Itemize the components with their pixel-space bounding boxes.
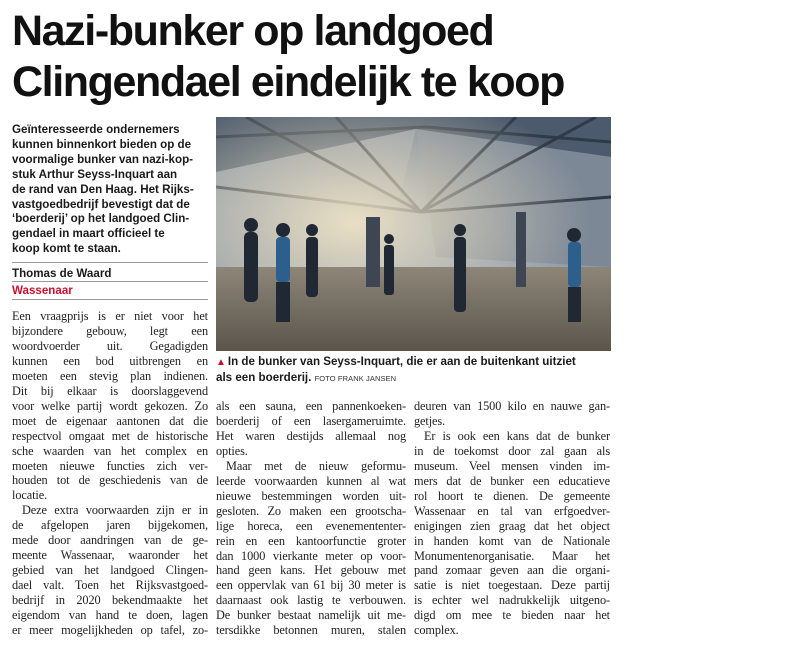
body-line: eigendom van hand te doen, lagen: [12, 608, 208, 623]
body-line: gesloten. Zo maken een grootscha-: [216, 503, 406, 518]
body-line: Wassenaar en tal van erfgoedver-: [414, 503, 610, 518]
caption-triangle-icon: ▲: [216, 357, 226, 368]
body-line: in handen komt van de Nationale: [414, 533, 610, 548]
body-line: leerde voorwaarden kunnen al wat: [216, 473, 406, 488]
byline-divider-bottom: [12, 299, 208, 300]
body-line: rol hoort te dienen. De gemeente: [414, 488, 610, 503]
photo-bunker-interior-icon: [216, 117, 611, 351]
body-line: houden tot de geschiedenis van de: [12, 473, 208, 488]
body-line: de afgelopen jaren bijgekomen,: [12, 518, 208, 533]
body-line: lige horeca, een evenemententer-: [216, 518, 406, 533]
body-line: mede door aandringen van de ge-: [12, 533, 208, 548]
headline: [12, 6, 787, 108]
lead-line: voormalige bunker van nazi-kop-: [12, 152, 194, 166]
body-line: als een sauna, een pannenkoeken-: [216, 399, 406, 413]
body-line: nieuwe bestemmingen worden uit-: [216, 488, 406, 503]
lead-line: ‘boerderij’ op het landgoed Clin-: [12, 212, 190, 226]
body-line: digd om mee te bieden naar het: [414, 608, 610, 623]
body-line: meente Wassenaar, waaronder het: [12, 548, 208, 563]
caption-line-2: als een boerderij.: [216, 370, 312, 384]
body-line: deuren van 1500 kilo en nauwe gan-: [414, 399, 610, 413]
body-line: is echter wel nadrukkelijk uitgeno-: [414, 593, 610, 608]
body-line: voor welke partij wordt gekozen. Zo: [12, 398, 208, 413]
body-line: gebied van het landgoed Clingen-: [12, 563, 208, 578]
body-line: sche waarden van het complex en: [12, 443, 208, 458]
photo-credit: FOTO FRANK JANSEN: [314, 373, 397, 383]
caption-line-1: In de bunker van Seyss-Inquart, die er aan de buitenkant uitziet: [227, 355, 576, 368]
body-line: rein en een kantoorfunctie groter: [216, 533, 406, 548]
body-line: in de toekomst door zal gaan als: [414, 443, 610, 458]
lead-line: stuk Arthur Seyss-Inquart aan: [12, 167, 178, 181]
body-line: Er is ook een kans dat de bunker: [424, 428, 610, 443]
body-line: tersdikke betonnen muren, stalen: [216, 623, 406, 638]
lead-line: koop komt te staan.: [12, 242, 121, 256]
byline-divider-top: [12, 262, 208, 263]
body-line: Het waren destijds allemaal nog: [216, 428, 406, 443]
body-column-1: [12, 309, 208, 638]
body-line: bijzondere gebouw, legt een: [12, 323, 208, 338]
body-line: Monumentenorganisatie. Maar het: [414, 548, 610, 563]
photo-caption: [216, 355, 611, 386]
lead-line: Geïnteresseerde ondernemers: [12, 123, 180, 136]
lead-line: de rand van Den Haag. Het Rijks-: [12, 182, 194, 196]
body-line: De bunker bestaat namelijk uit me-: [216, 608, 406, 623]
lead-line: kunnen binnenkort bieden op de: [12, 137, 192, 151]
body-line: enigingen zien graag dat het object: [414, 518, 610, 533]
body-line: Maar met de nieuw geformu-: [226, 458, 406, 473]
body-column-2: [216, 399, 406, 638]
lead-paragraph: [12, 123, 208, 257]
lead-line: vastgoedbedrijf bevestigt dat de: [12, 197, 190, 211]
body-line: dael valt. Toen het Rijksvastgoed-: [12, 578, 208, 593]
body-line: respectvol omgaat met de historische: [12, 428, 208, 443]
byline-author: Thomas de Waard: [12, 267, 112, 280]
body-line: Een vraagprijs is er niet voor het: [12, 309, 208, 323]
headline-line-1: Nazi-bunker op landgoed: [12, 7, 494, 55]
body-line: moet de eigenaar aantonen dat die: [12, 413, 208, 428]
body-line: bedrijf in 2020 bekendmaakte het: [12, 593, 208, 608]
body-line: moeten nieuwe functies zich ver-: [12, 458, 208, 473]
body-line: daarnaast ook lastig te verbouwen.: [216, 593, 406, 608]
bunker-interior-photo: [216, 117, 611, 351]
body-line: locatie.: [12, 488, 48, 503]
body-line: satie is niet toegestaan. Deze partij: [414, 578, 610, 593]
headline-line-2: Clingendael eindelijk te koop: [12, 58, 564, 106]
body-line: kunnen een bod uitbrengen en: [12, 353, 208, 368]
body-line: Deze extra voorwaarden zijn er in: [22, 503, 208, 518]
body-line: complex.: [414, 623, 459, 638]
body-line: getjes.: [414, 413, 446, 428]
body-line: hand geen kans. Het gebouw met: [216, 563, 406, 578]
body-line: Dit bij elkaar is doorslaggevend: [12, 383, 208, 398]
body-line: mers dat de bunker een educatieve: [414, 473, 610, 488]
byline-divider-middle: [12, 281, 208, 282]
body-line: dan 1000 vierkante meter op voor-: [216, 548, 406, 563]
body-line: er meer mogelijkheden op tafel, zo-: [12, 623, 208, 638]
lead-line: gendael in maart officieel te: [12, 227, 165, 241]
body-line: opties.: [216, 443, 248, 458]
body-line: museum. Veel mensen vinden im-: [414, 458, 610, 473]
body-line: moeten een stevig plan indienen.: [12, 368, 208, 383]
body-line: boerderij of een lasergameruimte.: [216, 413, 406, 428]
body-column-3: [414, 399, 610, 638]
body-line: pand zomaar geven aan die organi-: [414, 563, 610, 578]
body-line: een oppervlak van 61 bij 30 meter is: [216, 578, 406, 593]
byline-location: Wassenaar: [12, 284, 73, 297]
body-line: woordvoerder uit. Gegadigden: [12, 338, 208, 353]
